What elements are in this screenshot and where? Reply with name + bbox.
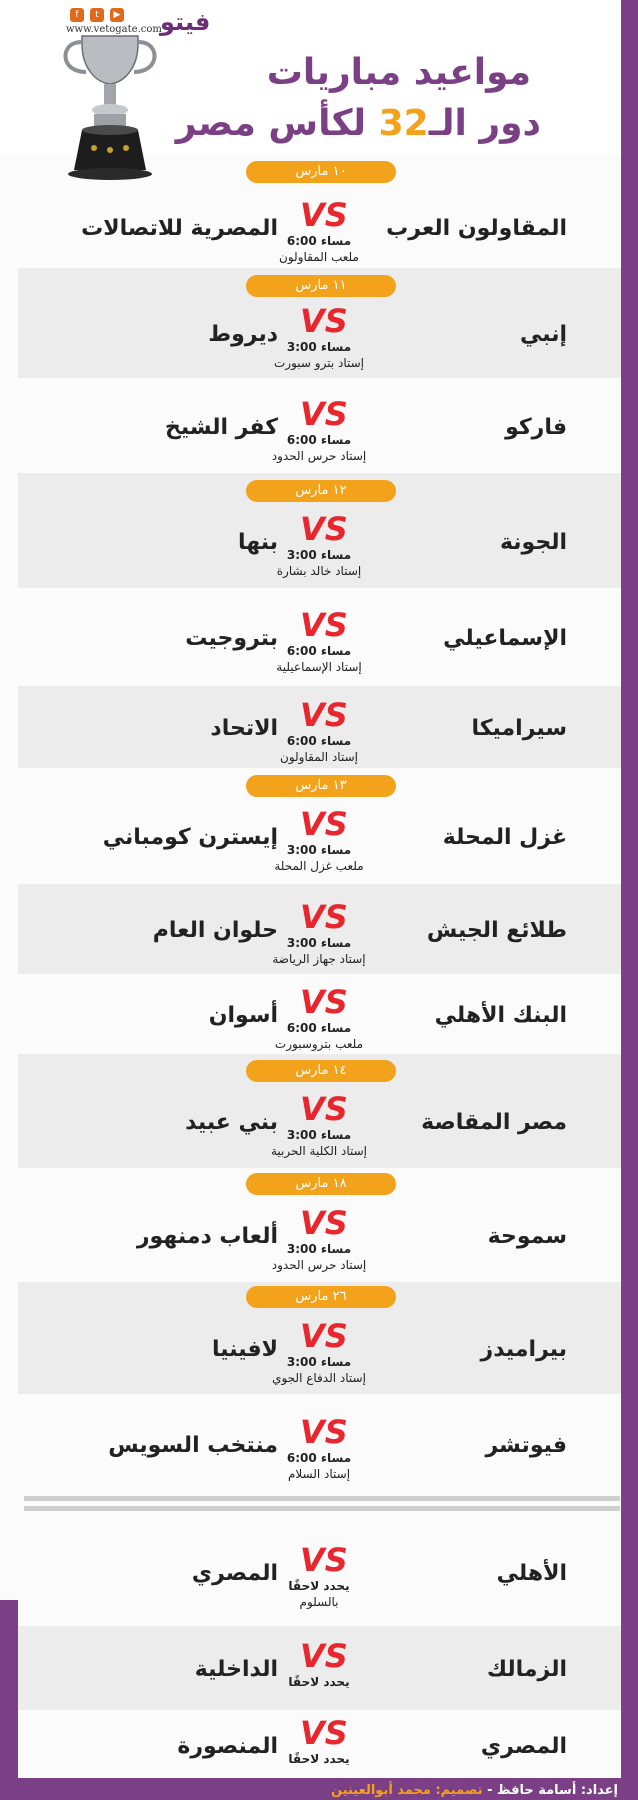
home-team: سموحة	[487, 1224, 567, 1249]
match-venue: إستاد الإسماعيلية	[276, 660, 362, 674]
home-team: البنك الأهلي	[434, 1003, 567, 1028]
site-url: www.vetogate.com	[66, 24, 162, 35]
match-row	[18, 184, 621, 269]
twitter-icon[interactable]: t	[90, 8, 104, 22]
home-team: الإسماعيلي	[443, 626, 567, 651]
match-row	[18, 1626, 621, 1710]
social-icons	[70, 8, 124, 22]
away-team: حلوان العام	[152, 918, 278, 943]
vs-icon	[296, 1637, 348, 1675]
away-team: بنها	[237, 529, 278, 555]
vs-icon	[296, 606, 348, 644]
left-accent-bar	[0, 1600, 18, 1800]
home-team: مصر المقاصة	[421, 1110, 567, 1135]
vs-icon	[296, 805, 348, 843]
date-pill: ٢٦ مارس	[246, 1286, 396, 1308]
svg-text:VS: VS	[300, 696, 348, 734]
vs-icon	[296, 1090, 348, 1128]
svg-text:VS: VS	[300, 1090, 348, 1128]
match-row	[18, 974, 621, 1054]
vs-icon	[296, 195, 348, 234]
trophy-icon	[60, 28, 160, 183]
away-team: المصرية للاتصالات	[81, 215, 278, 241]
match-venue: إستاد حرس الحدود	[271, 448, 367, 463]
date-pill: ١١ مارس	[246, 275, 396, 297]
away-team: بني عبيد	[185, 1110, 278, 1135]
match-time: يحدد لاحقًا	[288, 1675, 350, 1689]
match-venue: ملعب غزل المحلة	[274, 859, 364, 873]
vs-icon	[296, 696, 348, 734]
match-row	[18, 1394, 621, 1494]
away-team: كفر الشيخ	[165, 414, 278, 440]
right-accent-bar	[621, 0, 638, 1800]
vs-icon	[296, 983, 348, 1021]
section-divider	[24, 1506, 620, 1511]
match-venue: إستاد المقاولون	[280, 750, 358, 764]
away-team: الداخلية	[194, 1657, 278, 1682]
youtube-icon[interactable]: ▶	[110, 8, 124, 22]
credits-text: إعداد: أسامة حافظ - تصميم: محمد أبوالعينين	[331, 1783, 618, 1798]
match-time: 6:00 مساء	[286, 644, 352, 658]
date-pill: ١٤ مارس	[246, 1060, 396, 1082]
match-row	[18, 378, 621, 473]
svg-text:VS: VS	[300, 1714, 348, 1752]
facebook-icon[interactable]: f	[70, 8, 84, 22]
match-venue: ملعب بتروسبورت	[274, 1037, 364, 1051]
page-subtitle: دور الـ32 لكأس مصر	[175, 103, 541, 144]
svg-text:VS: VS	[300, 1413, 348, 1451]
match-time: 3:00 مساء	[286, 936, 352, 950]
match-venue: إستاد السلام	[287, 1467, 351, 1481]
home-team: غزل المحلة	[442, 825, 567, 850]
home-team: إنبي	[519, 322, 567, 347]
vs-icon	[296, 1541, 348, 1579]
match-venue: إستاد حرس الحدود	[271, 1258, 367, 1272]
svg-text:VS: VS	[300, 509, 348, 548]
svg-text:VS: VS	[300, 195, 348, 234]
away-team: أسوان	[208, 1003, 278, 1028]
match-time: 3:00 مساء	[286, 1128, 352, 1142]
home-team: الزمالك	[486, 1657, 567, 1682]
home-team: الجونة	[499, 529, 567, 555]
home-team: طلائع الجيش	[426, 918, 567, 943]
vs-icon	[296, 1204, 348, 1242]
header	[0, 0, 621, 155]
away-team: المصري	[191, 1561, 278, 1586]
date-pill: ١٢ مارس	[246, 480, 396, 502]
match-time: يحدد لاحقًا	[288, 1579, 350, 1593]
svg-text:VS: VS	[300, 983, 348, 1021]
svg-text:VS: VS	[300, 805, 348, 843]
match-venue: إستاد بترو سبورت	[274, 356, 364, 370]
svg-text:VS: VS	[300, 302, 348, 340]
away-team: الاتحاد	[210, 716, 278, 741]
home-team: المصري	[480, 1734, 567, 1759]
vs-icon	[296, 394, 348, 433]
vs-icon	[296, 509, 348, 548]
match-row	[18, 1518, 621, 1626]
match-time: 3:00 مساء	[286, 1355, 352, 1369]
vs-icon	[296, 1714, 348, 1752]
match-time: 3:00 مساء	[286, 547, 352, 562]
section-divider	[24, 1496, 620, 1501]
svg-text:VS: VS	[300, 1317, 348, 1355]
match-venue: إستاد الكلية الحربية	[270, 1144, 368, 1158]
credits-bar	[0, 1778, 638, 1800]
match-time: 6:00 مساء	[286, 432, 352, 447]
match-row	[18, 588, 621, 686]
home-team: فيوتشر	[485, 1433, 567, 1458]
away-team: ألعاب دمنهور	[136, 1224, 278, 1249]
match-row	[18, 686, 621, 768]
match-time: يحدد لاحقًا	[288, 1752, 350, 1766]
date-pill: ١٣ مارس	[246, 775, 396, 797]
home-team: سيراميكا	[471, 716, 567, 741]
svg-text:VS: VS	[300, 1204, 348, 1242]
page-title: مواعيد مباريات	[266, 52, 531, 93]
home-team: فاركو	[505, 414, 567, 440]
home-team: المقاولون العرب	[386, 215, 567, 241]
vs-icon	[296, 1317, 348, 1355]
away-team: لافينيا	[212, 1337, 278, 1362]
away-team: منتخب السويس	[108, 1433, 278, 1458]
svg-text:VS: VS	[300, 1541, 348, 1579]
vs-icon	[296, 898, 348, 936]
home-team: بيراميدز	[480, 1337, 567, 1362]
away-team: المنصورة	[177, 1734, 278, 1759]
svg-text:VS: VS	[300, 394, 348, 433]
match-venue: إستاد الدفاع الجوي	[272, 1371, 366, 1385]
match-time: 3:00 مساء	[286, 843, 352, 857]
away-team: إيسترن كومباني	[102, 825, 278, 850]
away-team: بتروجيت	[185, 626, 278, 651]
match-venue: بالسلوم	[299, 1595, 339, 1609]
match-time: 6:00 مساء	[286, 1021, 352, 1035]
date-pill: ١٨ مارس	[246, 1173, 396, 1195]
svg-text:VS: VS	[300, 1637, 348, 1675]
match-row	[18, 884, 621, 974]
match-time: 6:00 مساء	[286, 233, 352, 248]
match-time: 6:00 مساء	[286, 734, 352, 748]
vs-icon	[296, 1413, 348, 1451]
match-venue: ملعب المقاولون	[279, 249, 359, 264]
date-pill: ١٠ مارس	[246, 161, 396, 183]
match-row	[18, 1710, 621, 1780]
match-venue: إستاد خالد بشارة	[276, 563, 362, 578]
brand-logo: فيتو	[160, 8, 211, 36]
home-team: الأهلي	[496, 1561, 567, 1586]
vs-icon	[296, 302, 348, 340]
match-time: 3:00 مساء	[286, 340, 352, 354]
match-time: 3:00 مساء	[286, 1242, 352, 1256]
svg-text:VS: VS	[300, 606, 348, 644]
svg-text:VS: VS	[300, 898, 348, 936]
match-venue: إستاد جهاز الرياضة	[272, 952, 366, 966]
away-team: ديروط	[208, 322, 278, 347]
match-time: 6:00 مساء	[286, 1451, 352, 1465]
